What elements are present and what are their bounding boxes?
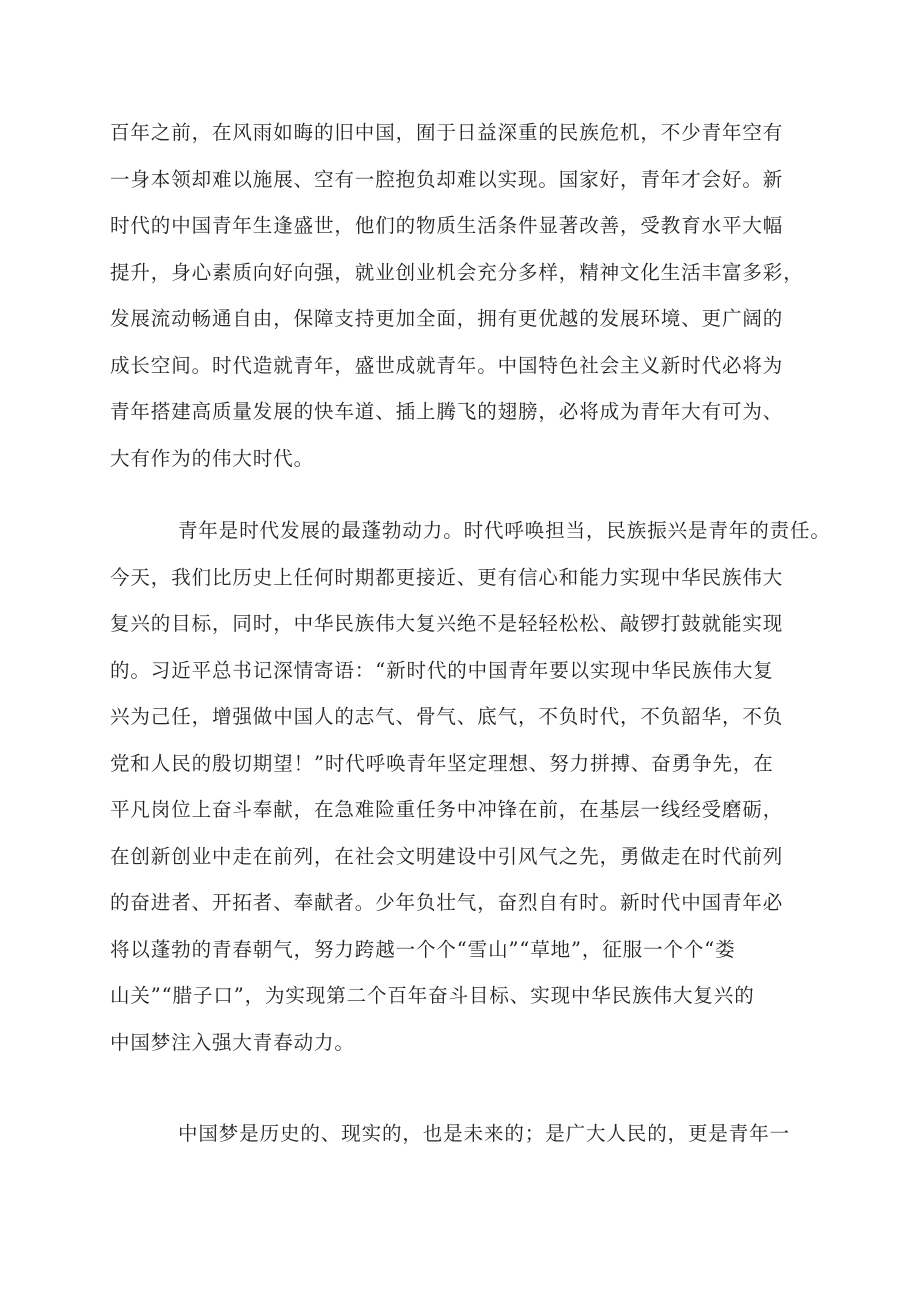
paragraph-3: [110, 1111, 825, 1158]
paragraph-line: 时代的中国青年生逢盛世，他们的物质生活条件显著改善，受教育水平大幅: [110, 214, 784, 237]
paragraph-line: 将以蓬勃的青春朝气，努力跨越一个个“雪山”“草地”，征服一个个“娄: [110, 937, 736, 961]
paragraph-line: 兴为己任，增强做中国人的志气、骨气、底气，不负时代，不负韶华，不负: [110, 705, 784, 728]
paragraph-line: 在创新创业中走在前列，在社会文明建设中引风气之先，勇做走在时代前列: [110, 844, 784, 868]
paragraph-line: 今天，我们比历史上任何时期都更接近、更有信心和能力实现中华民族伟大: [110, 565, 784, 589]
paragraph-line: 中国梦是历史的、现实的，也是未来的；是广大人民的，更是青年一: [178, 1122, 791, 1145]
paragraph-line: 发展流动畅通自由，保障支持更加全面，拥有更优越的发展环境、更广阔的: [110, 307, 784, 330]
paragraph-line: 提升，身心素质向好向强，就业创业机会充分多样，精神文化生活丰富多彩，: [110, 260, 804, 284]
paragraph-line: 青年搭建高质量发展的快车道、插上腾飞的翅膀，必将成为青年大有可为、: [110, 400, 784, 423]
paragraph-line: 的奋进者、开拓者、奉献者。少年负壮气，奋烈自有时。新时代中国青年必: [110, 891, 784, 914]
paragraph-1: [110, 110, 825, 482]
paragraph-line: 一身本领却难以施展、空有一腔抱负却难以实现。国家好，青年才会好。新: [110, 167, 784, 191]
paragraph-line: 成长空间。时代造就青年，盛世成就青年。中国特色社会主义新时代必将为: [110, 353, 784, 377]
paragraph-2: [110, 508, 831, 1066]
paragraph-line: 百年之前，在风雨如晦的旧中国，囿于日益深重的民族危机，不少青年空有: [110, 121, 784, 144]
paragraph-line: 青年是时代发展的最蓬勃动力。时代呼唤担当，民族振兴是青年的责任。: [178, 519, 831, 542]
paragraph-line: 大有作为的伟大时代。: [110, 446, 315, 470]
paragraph-line: 中国梦注入强大青春动力。: [110, 1030, 355, 1054]
paragraph-line: 复兴的目标，同时，中华民族伟大复兴绝不是轻轻松松、敲锣打鼓就能实现: [110, 612, 784, 635]
paragraph-line: 的。习近平总书记深情寄语：“新时代的中国青年要以实现中华民族伟大复: [110, 658, 774, 682]
paragraph-line: 平凡岗位上奋斗奉献，在急难险重任务中冲锋在前，在基层一线经受磨砺，: [110, 798, 784, 821]
paragraph-line: 山关”“腊子口”，为实现第二个百年奋斗目标、实现中华民族伟大复兴的: [110, 984, 755, 1007]
paragraph-line: 党和人民的殷切期望！”时代呼唤青年坚定理想、努力拼搏、奋勇争先，在: [110, 751, 774, 775]
